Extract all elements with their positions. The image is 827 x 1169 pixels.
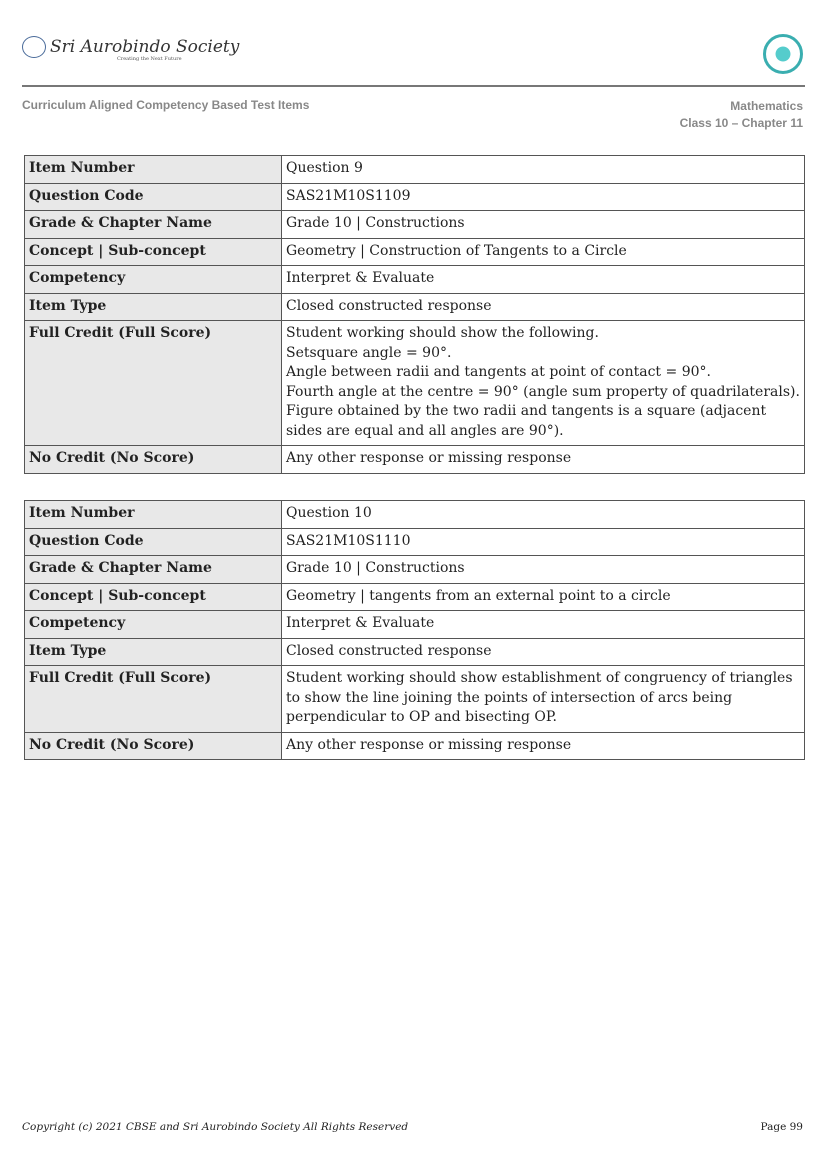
label: No Credit (No Score) xyxy=(25,446,282,474)
cbse-seal-logo xyxy=(763,34,803,74)
label: Competency xyxy=(25,266,282,294)
value: Interpret & Evaluate xyxy=(282,611,805,639)
value: Question 9 xyxy=(282,156,805,184)
label: Item Type xyxy=(25,293,282,321)
label: Full Credit (Full Score) xyxy=(25,321,282,446)
text-line: Angle between radii and tangents at point of contact = 90°. xyxy=(286,364,711,380)
label: Concept | Sub-concept xyxy=(25,238,282,266)
header-divider xyxy=(22,85,805,87)
value: Geometry | Construction of Tangents to a Circle xyxy=(282,238,805,266)
label: Question Code xyxy=(25,528,282,556)
value: Closed constructed response xyxy=(282,293,805,321)
subject-info xyxy=(680,98,803,132)
text-line: Student working should show the following. xyxy=(286,325,599,341)
value: Grade 10 | Constructions xyxy=(282,211,805,239)
sri-aurobindo-society-logo xyxy=(22,36,240,62)
subject: Mathematics xyxy=(730,99,803,113)
label: Question Code xyxy=(25,183,282,211)
value: Geometry | tangents from an external point to a circle xyxy=(282,583,805,611)
logo-tagline: Creating the Next Future xyxy=(117,56,182,62)
full-credit xyxy=(282,321,805,446)
no-credit: Any other response or missing response xyxy=(282,732,805,760)
question-10-table xyxy=(24,500,805,760)
label: Item Type xyxy=(25,638,282,666)
document-title: Curriculum Aligned Competency Based Test Items xyxy=(22,98,310,112)
text-line: Figure obtained by the two radii and tangents is a square (adjacent sides are equal and all angles are 90°). xyxy=(286,403,767,439)
globe-icon xyxy=(22,36,46,58)
value: Question 10 xyxy=(282,501,805,529)
full-credit: Student working should show establishment of congruency of triangles to show the line joining the points of intersection of arcs being perpendicular to OP and bisecting OP. xyxy=(282,666,805,733)
chapter: Class 10 – Chapter 11 xyxy=(679,116,803,130)
label: Item Number xyxy=(25,501,282,529)
value: SAS21M10S1109 xyxy=(282,183,805,211)
label: Grade & Chapter Name xyxy=(25,556,282,584)
label: Competency xyxy=(25,611,282,639)
copyright: Copyright (c) 2021 CBSE and Sri Aurobindo Society All Rights Reserved xyxy=(22,1121,409,1133)
value: Closed constructed response xyxy=(282,638,805,666)
value: Interpret & Evaluate xyxy=(282,266,805,294)
text-line: Setsquare angle = 90°. xyxy=(286,344,452,361)
label: No Credit (No Score) xyxy=(25,732,282,760)
value: Grade 10 | Constructions xyxy=(282,556,805,584)
label: Item Number xyxy=(25,156,282,184)
value: SAS21M10S1110 xyxy=(282,528,805,556)
label: Full Credit (Full Score) xyxy=(25,666,282,733)
logo-text: Sri Aurobindo Society xyxy=(50,37,240,57)
page-number: Page 99 xyxy=(760,1121,803,1133)
text-line: Fourth angle at the centre = 90° (angle sum property of quadrilaterals). xyxy=(286,383,800,400)
no-credit: Any other response or missing response xyxy=(282,446,805,474)
label: Concept | Sub-concept xyxy=(25,583,282,611)
question-9-table xyxy=(24,155,805,474)
label: Grade & Chapter Name xyxy=(25,211,282,239)
